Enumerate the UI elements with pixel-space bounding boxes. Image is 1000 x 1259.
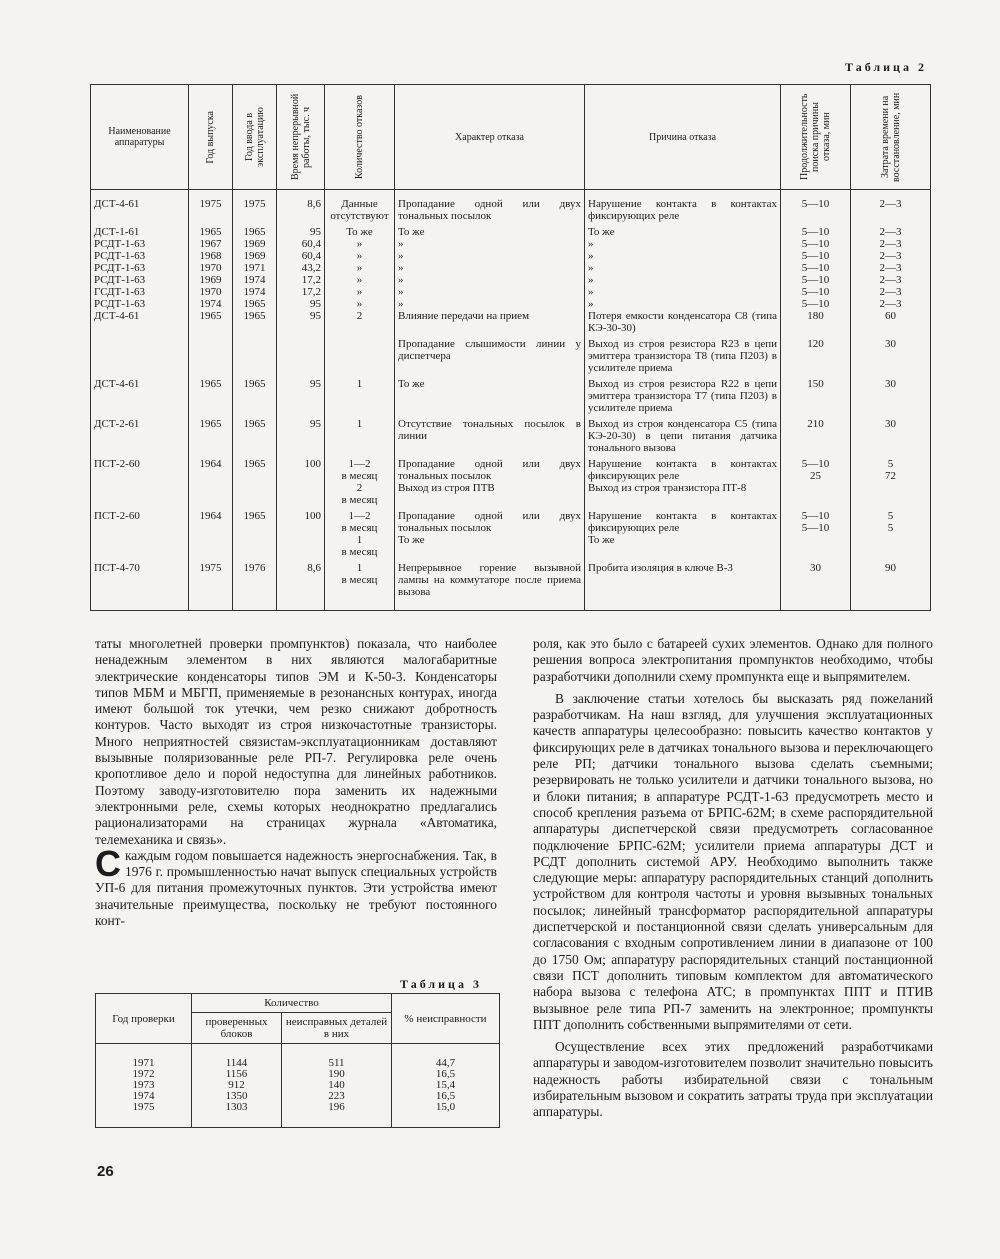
table-row — [91, 508, 931, 560]
table2-cell-character: Пропадание одной или двух тональных посылок Выход из строя ПТВ — [395, 456, 585, 508]
table2-cell-cause: Выход из строя резистора R23 в цепи эмиттера транзистора Т8 (типа П203) в усилителе приема — [585, 336, 781, 376]
table2-header: Год выпуска — [189, 85, 233, 190]
table2-cell-cause: Нарушение контакта в контактах фиксирующих реле — [585, 190, 781, 225]
table2-cell-name: ДСТ-4-61 — [91, 376, 189, 416]
table2-cell-hours: 95 — [277, 376, 325, 416]
table2-cell-search: 5—10 5—10 — [781, 508, 851, 560]
drop-cap: С — [95, 842, 121, 884]
table2-cell-character: Пропадание одной или двух тональных посылок — [395, 190, 585, 225]
paragraph: таты многолетней проверки промпунктов) показала, что наиболее ненадежным элементом в них являются малогабаритные электрические конденсаторы типов ЭМ и К-50-3. Конденсаторы типов МБМ и МБГП, применяемые в резонансных контурах, иногда имеют большой ток утечки, чем резко снижают добротность контуров. Часто выходят из строя низкочастотные транзисторы. Много неприятностей связистам-эксплуатационникам доставляют вызывные поляризованные реле РП-7. Регулировка реле очень кропотливое дело и порой недоступна для линейных работников. Поэтому заводу-изготовителю пора заменить их надежными электронными реле, схемы которых неоднократно предлагались рационализаторами на страницах журнала «Автоматика, телемеханика и связь». — [95, 636, 497, 847]
table2-cell-cause: То же » » » » » » Потеря емкости конденсатора С8 (типа КЭ-30-30) — [585, 224, 781, 336]
table2 — [90, 84, 931, 611]
table2-cell-failures — [325, 336, 395, 376]
page-number: 26 — [97, 1163, 114, 1180]
table2-cell-year: 1964 — [189, 508, 233, 560]
table2-cell-search: 150 — [781, 376, 851, 416]
table2-cell-name: ПСТ-4-70 — [91, 560, 189, 611]
table2-cell-year: 1965 — [189, 416, 233, 456]
table2-cell-failures: 1—2 в месяц 1 в месяц — [325, 508, 395, 560]
table-row — [91, 336, 931, 376]
table2-cell-restore: 2—3 — [851, 190, 931, 225]
table2-cell-cause: Выход из строя конденсатора С5 (типа КЭ-20-30) в цепи питания датчика тонального вызова — [585, 416, 781, 456]
table2-cell-year: 1965 1967 1968 1970 1969 1970 1974 1965 — [189, 224, 233, 336]
table3-years: 1971 1972 1973 1974 1975 — [96, 1044, 192, 1128]
table-row — [91, 224, 931, 336]
table2-cell-year: 1964 — [189, 456, 233, 508]
paragraph: В заключение статьи хотелось бы высказать ряд пожеланий разработчикам. На наш взгляд, для улучшения эксплуатационных качеств аппаратуры целесообразно: повысить качество контактов у фиксирующих реле в датчиках тонального вызова и переключающего реле РП; датчики тонального вызова сделать съемными; резервировать не только усилители и датчики тонального вызова, но и блоки питания; в аппаратуре РСДТ-1-63 предусмотреть место и способ крепления разъема от БРПС-62М; в схеме распорядительной аппаратуры диспетчерской связи предусмотреть согласованное подключение БРПС-62М; усилители приема аппаратуры ДСТ и РСДТ дополнить системой АРУ. Необходимо выполнить также следующие меры: аппаратуру распорядительных станций дополнить устройством для контроля частоты и уровня вызывных тональных посылок; линейный трансформатор распорядительной аппаратуры диспетчерской и постанционной связи сделать универсальным для согласования с входным сопротивлением линии в диапазоне от 100 до 1750 Ом; аппаратуру распорядительных станций постанционной связи ПСТ дополнить типовым комплектом для автоматического набора вызова с телефона АТС; в промпунктах ППТ и ПТИВ вызывное реле типа РП-7 заменить на электронное; промпункты ППТ дополнить собственными выпрямителями от сети. — [533, 690, 933, 1032]
table2-cell-year: 1975 — [189, 560, 233, 611]
table2-cell-name: ДСТ-4-61 — [91, 190, 189, 225]
table2-cell-commission: 1965 — [233, 508, 277, 560]
table2-cell-commission: 1965 — [233, 376, 277, 416]
table2-cell-hours: 8,6 — [277, 190, 325, 225]
paragraph-text: каждым годом повышается надежность энергоснабжения. Так, в 1976 г. промышленностью начат выпуск специальных устройств УП-6 для питания промежуточных пунктов. Эти устройства имеют значительные преимущества, поскольку не требуют постоянного конт- — [95, 847, 497, 929]
table-row — [91, 416, 931, 456]
table2-header-row — [91, 85, 931, 190]
table-row — [91, 190, 931, 225]
table3-header-checked: проверенных блоков — [192, 1013, 282, 1044]
table2-cell-search: 5—10 5—10 5—10 5—10 5—10 5—10 5—10 180 — [781, 224, 851, 336]
table-row — [91, 376, 931, 416]
table2-cell-year: 1965 — [189, 376, 233, 416]
table3-header-percent: % неисправности — [392, 994, 500, 1044]
paragraph — [95, 842, 497, 929]
table3-percent: 44,7 16,5 15,4 16,5 15,0 — [392, 1044, 500, 1128]
table3-header-year: Год проверки — [96, 994, 192, 1044]
table2-cell-commission: 1975 — [233, 190, 277, 225]
table2-cell-name: ПСТ-2-60 — [91, 508, 189, 560]
table2-cell-year: 1975 — [189, 190, 233, 225]
table2-cell-search: 5—10 — [781, 190, 851, 225]
table2-cell-hours: 95 — [277, 416, 325, 456]
table2-cell-failures: 1—2 в месяц 2 в месяц — [325, 456, 395, 508]
table2-cell-restore: 5 72 — [851, 456, 931, 508]
table2-cell-commission: 1965 — [233, 416, 277, 456]
table2-cell-cause: Нарушение контакта в контактах фиксирующих реле То же — [585, 508, 781, 560]
table2-cell-character: Отсутствие тональных посылок в линии — [395, 416, 585, 456]
left-text-column — [95, 636, 497, 929]
table2-cell-name — [91, 336, 189, 376]
table2-cell-search: 120 — [781, 336, 851, 376]
table2-cell-restore: 90 — [851, 560, 931, 611]
table2-cell-year — [189, 336, 233, 376]
table3-header-group: Количество — [192, 994, 392, 1013]
table3-checked: 1144 1156 912 1350 1303 — [192, 1044, 282, 1128]
table2-header: Наименование аппаратуры — [91, 85, 189, 190]
table2-cell-character: Непрерывное горение вызывной лампы на коммутаторе после приема вызова — [395, 560, 585, 611]
table2-cell-character: Пропадание одной или двух тональных посылок То же — [395, 508, 585, 560]
table2-cell-hours: 100 — [277, 456, 325, 508]
table2-cell-commission: 1976 — [233, 560, 277, 611]
table2-caption: Таблица 2 — [845, 60, 927, 74]
table2-cell-search: 5—10 25 — [781, 456, 851, 508]
table3 — [95, 993, 500, 1128]
table2-header: Продолжительность поиска причины отказа, мин — [781, 85, 851, 190]
table2-cell-cause: Пробита изоляция в ключе В-3 — [585, 560, 781, 611]
table2-cell-search: 210 — [781, 416, 851, 456]
table2-cell-failures: То же » » » » » » 2 — [325, 224, 395, 336]
table2-cell-name: ПСТ-2-60 — [91, 456, 189, 508]
table2-header: Время непрерывной работы, тыс. ч — [277, 85, 325, 190]
table2-cell-hours — [277, 336, 325, 376]
table2-cell-cause: Нарушение контакта в контактах фиксирующих реле Выход из строя транзистора ПТ-8 — [585, 456, 781, 508]
table-row — [96, 1044, 500, 1128]
table2-cell-search: 30 — [781, 560, 851, 611]
table2-cell-character: Пропадание слышимости линии у диспетчера — [395, 336, 585, 376]
table2-header: Причина отказа — [585, 85, 781, 190]
table2-cell-commission — [233, 336, 277, 376]
table2-cell-commission: 1965 1969 1969 1971 1974 1974 1965 1965 — [233, 224, 277, 336]
table2-header: Год ввода в эксплуатацию — [233, 85, 277, 190]
table3-header-faulty: неисправных деталей в них — [282, 1013, 392, 1044]
table2-cell-character: То же — [395, 376, 585, 416]
table2-cell-restore: 30 — [851, 376, 931, 416]
paragraph: Осуществление всех этих предложений разработчиками аппаратуры и заводом-изготовителем позволит значительно повысить надежность работы избирательной связи с тональным избирательным вызовом и сократить затраты труда при эксплуатации аппаратуры. — [533, 1039, 933, 1120]
table2-cell-failures: 1 — [325, 376, 395, 416]
table2-cell-cause: Выход из строя резистора R22 в цепи эмиттера транзистора Т7 (типа П203) в усилителе приема — [585, 376, 781, 416]
table2-cell-failures: Данные отсутствуют — [325, 190, 395, 225]
table2-header: Затрата времени на восстановление, мин — [851, 85, 931, 190]
table2-header: Характер отказа — [395, 85, 585, 190]
table-row — [91, 456, 931, 508]
table2-cell-restore: 30 — [851, 336, 931, 376]
table2-cell-hours: 8,6 — [277, 560, 325, 611]
table2-cell-failures: 1 — [325, 416, 395, 456]
table2-cell-restore: 2—3 2—3 2—3 2—3 2—3 2—3 2—3 60 — [851, 224, 931, 336]
table2-header: Количество отказов — [325, 85, 395, 190]
table2-cell-restore: 5 5 — [851, 508, 931, 560]
table2-cell-name: ДСТ-2-61 — [91, 416, 189, 456]
paragraph: роля, как это было с батареей сухих элементов. Однако для полного решения вопроса электропитания промпунктов необходимо, чтобы разработчики дополнили схему промпункта еще и выпрямителем. — [533, 636, 933, 684]
table2-cell-failures: 1 в месяц — [325, 560, 395, 611]
table2-body — [91, 190, 931, 611]
table2-cell-name: ДСТ-1-61 РСДТ-1-63 РСДТ-1-63 РСДТ-1-63 РСДТ-1-63 ГСДТ-1-63 РСДТ-1-63 ДСТ-4-61 — [91, 224, 189, 336]
table2-cell-hours: 100 — [277, 508, 325, 560]
table2-cell-commission: 1965 — [233, 456, 277, 508]
right-text-column — [533, 636, 933, 1121]
table-row — [91, 560, 931, 611]
table2-cell-restore: 30 — [851, 416, 931, 456]
table2-cell-hours: 95 60,4 60,4 43,2 17,2 17,2 95 95 — [277, 224, 325, 336]
table2-cell-character: То же » » » » » » Влияние передачи на прием — [395, 224, 585, 336]
table3-caption: Таблица 3 — [400, 977, 482, 991]
table3-faulty: 511 190 140 223 196 — [282, 1044, 392, 1128]
